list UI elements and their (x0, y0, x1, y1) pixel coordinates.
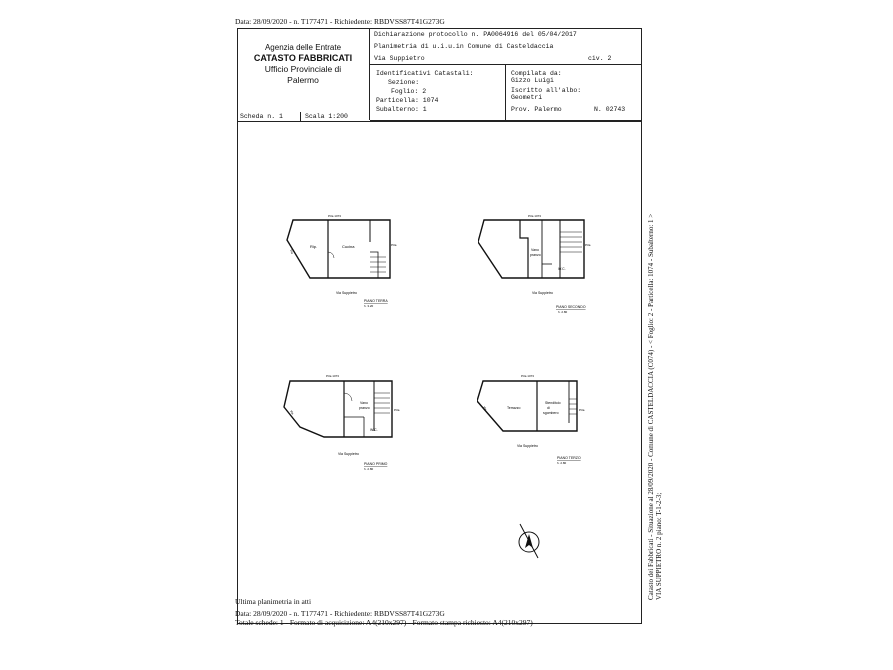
svg-text:PIANO PRIMO: PIANO PRIMO (364, 462, 388, 466)
floor-plan-ground (284, 212, 404, 322)
side-caption (648, 170, 668, 600)
svg-text:pranzo: pranzo (530, 253, 541, 257)
svg-text:h. 3.20: h. 3.20 (364, 304, 374, 308)
svg-text:h. 2.80: h. 2.80 (364, 467, 374, 471)
svg-text:Via Suppietro: Via Suppietro (532, 291, 553, 295)
subalterno-field: Subalterno: 1 (376, 106, 427, 113)
svg-text:Via: Via (289, 409, 295, 416)
ufficio-label: Ufficio Provinciale di (264, 64, 342, 74)
header-divider (237, 121, 642, 122)
floor-plan-third (477, 371, 601, 481)
albo-number: N. 02743 (594, 106, 626, 113)
svg-text:Stenditoio: Stenditoio (545, 401, 561, 405)
foglio-field: Foglio: 2 (391, 88, 427, 95)
iscritto-label: Iscritto all'albo: (511, 87, 582, 94)
svg-text:PIANO TERRA: PIANO TERRA (364, 299, 388, 303)
catasto-title: CATASTO FABBRICATI (253, 53, 353, 63)
header-divider (370, 64, 642, 65)
top-stamp: Data: 28/09/2020 - n. T177471 - Richiedente: RBDVSS87T41G273G (235, 17, 445, 26)
svg-text:Via: Via (289, 248, 295, 255)
particella-field: Particella: 1074 (376, 97, 439, 104)
scala-field: Scala 1:200 (305, 113, 348, 120)
svg-text:W.C.: W.C. (370, 428, 378, 432)
floor-plan-second (282, 371, 406, 481)
svg-text:P.lla: P.lla (585, 243, 591, 247)
footer-stamp: Data: 28/09/2020 - n. T177471 - Richiedente: RBDVSS87T41G273G (235, 609, 445, 618)
north-arrow-icon (512, 522, 546, 560)
svg-text:Via Suppietro: Via Suppietro (517, 444, 538, 448)
footer-totale: Totale schede: 1 - Formato di acquisizione: A4(210x297) - Formato stampa richiesto: A4(210x297) (235, 618, 533, 627)
svg-text:Vano: Vano (360, 401, 368, 405)
svg-text:Via Suppietro: Via Suppietro (336, 291, 357, 295)
agency-name: Agenzia delle Entrate (264, 43, 342, 52)
svg-text:W.C.: W.C. (558, 267, 566, 271)
side-caption-line2: VIA SUPPIETRO n. 2 piano: T-1-2-3; (654, 492, 663, 600)
declaration-text: Dichiarazione protocollo n. PA0064916 del 05/04/2017 (374, 31, 577, 38)
svg-text:P.lla 1073: P.lla 1073 (528, 214, 541, 218)
svg-text:P.lla: P.lla (391, 243, 397, 247)
compilata-name: Gizzo Luigi (511, 77, 554, 84)
svg-text:h. 2.80: h. 2.80 (557, 461, 567, 465)
svg-text:Via Suppietro: Via Suppietro (338, 452, 359, 456)
compilata-label: Compilata da: (511, 70, 562, 77)
agency-block (237, 28, 370, 120)
provincia-field: Prov. Palermo (511, 106, 562, 113)
address-text: Via Suppietro (374, 55, 425, 62)
side-caption-line1: Catasto dei Fabbricati - Situazione al 28/09/2020 - Comune di CASTELDACCIA (C074) - < Foglio: 2 - Particella: 1074 - Subalterno: 1 > (647, 213, 655, 600)
svg-text:Via: Via (482, 405, 488, 412)
civic-number: civ. 2 (588, 55, 612, 62)
svg-text:Vano: Vano (531, 248, 539, 252)
svg-text:sgombero: sgombero (543, 411, 559, 415)
svg-text:di: di (547, 406, 550, 410)
svg-text:P.lla: P.lla (579, 408, 585, 412)
svg-text:h. 2.80: h. 2.80 (558, 310, 568, 314)
svg-text:PIANO SECONDO: PIANO SECONDO (556, 305, 586, 309)
svg-text:P.lla: P.lla (394, 408, 400, 412)
identificativi-label: Identificativi Catastali: (376, 70, 474, 77)
scheda-field: Scheda n. 1 (240, 113, 283, 120)
svg-text:Terrazzo: Terrazzo (507, 406, 521, 410)
planimetria-text: Planimetria di u.i.u.in Comune di Casteldaccia (374, 43, 554, 50)
svg-text:P.lla 1073: P.lla 1073 (326, 374, 339, 378)
header-divider (300, 112, 301, 121)
svg-text:P.lla 1073: P.lla 1073 (521, 374, 534, 378)
sezione-field: Sezione: (388, 79, 420, 86)
provincia-label: Palermo (287, 75, 319, 85)
floor-plan-first (478, 212, 598, 322)
svg-text:Rip.: Rip. (310, 244, 318, 249)
svg-text:pranzo: pranzo (359, 406, 370, 410)
header-divider (505, 64, 506, 120)
svg-text:P.lla 1073: P.lla 1073 (328, 214, 341, 218)
ultima-planimetria: Ultima planimetria in atti (235, 597, 312, 606)
svg-text:Cucina: Cucina (342, 244, 355, 249)
svg-text:PIANO TERZO: PIANO TERZO (557, 456, 581, 460)
iscritto-value: Geometri (511, 94, 543, 101)
